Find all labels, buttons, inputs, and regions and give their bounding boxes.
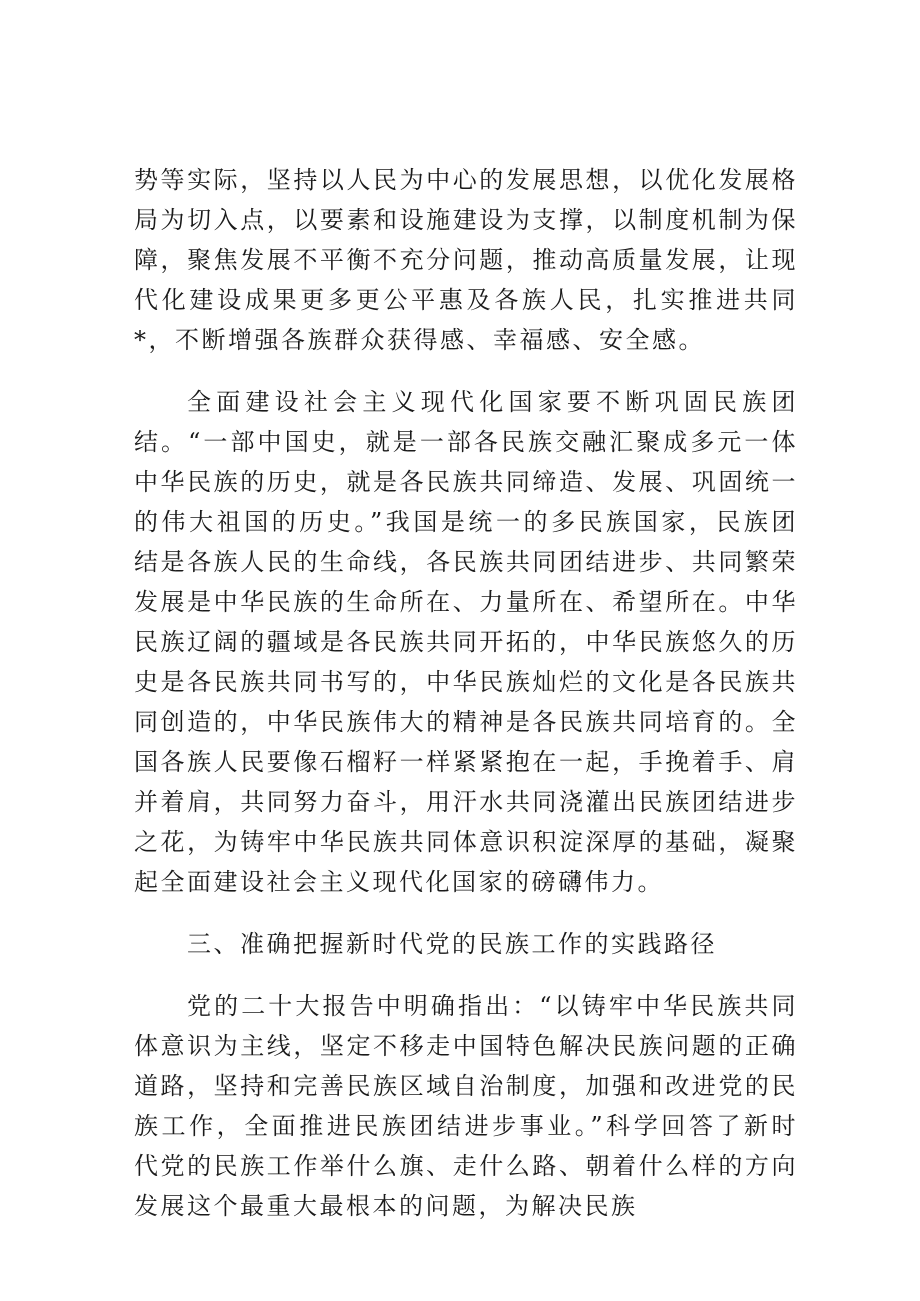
paragraph-twentieth-congress: 党的二十大报告中明确指出：“以铸牢中华民族共同体意识为主线，坚定不移走中国特色解决民族问题的正确道路，坚持和完善民族区域自治制度，加强和改进党的民族工作，全面推进民族团结进步事业。”科学回答了新时代党的民族工作举什么旗、走什么路、朝着什么样的方向发展这个最重大最根本的问题，为解决民族 — [134, 992, 798, 1220]
document-body — [134, 160, 798, 1226]
paragraph-continued: 势等实际，坚持以人民为中心的发展思想，以优化发展格局为切入点，以要素和设施建设为支撑，以制度机制为保障，聚焦发展不平衡不充分问题，推动高质量发展，让现代化建设成果更多更公平惠及各族人民，扎实推进共同*，不断增强各族群众获得感、幸福感、安全感。 — [134, 166, 798, 354]
section-heading-three: 三、准确把握新时代党的民族工作的实践路径 — [187, 930, 717, 958]
paragraph-national-unity: 全面建设社会主义现代化国家要不断巩固民族团结。“一部中国史，就是一部各民族交融汇聚成多元一体中华民族的历史，就是各民族共同缔造、发展、巩固统一的伟大祖国的历史。”我国是统一的多民族国家，民族团结是各族人民的生命线，各民族共同团结进步、共同繁荣发展是中华民族的生命所在、力量所在、希望所在。中华民族辽阔的疆域是各民族共同开拓的，中华民族悠久的历史是各民族共同书写的，中华民族灿烂的文化是各民族共同创造的，中华民族伟大的精神是各民族共同培育的。全国各族人民要像石榴籽一样紧紧抱在一起，手挽着手、肩并着肩，共同努力奋斗，用汗水共同浇灌出民族团结进步之花，为铸牢中华民族共同体意识积淀深厚的基础，凝聚起全面建设社会主义现代化国家的磅礴伟力。 — [134, 388, 798, 896]
